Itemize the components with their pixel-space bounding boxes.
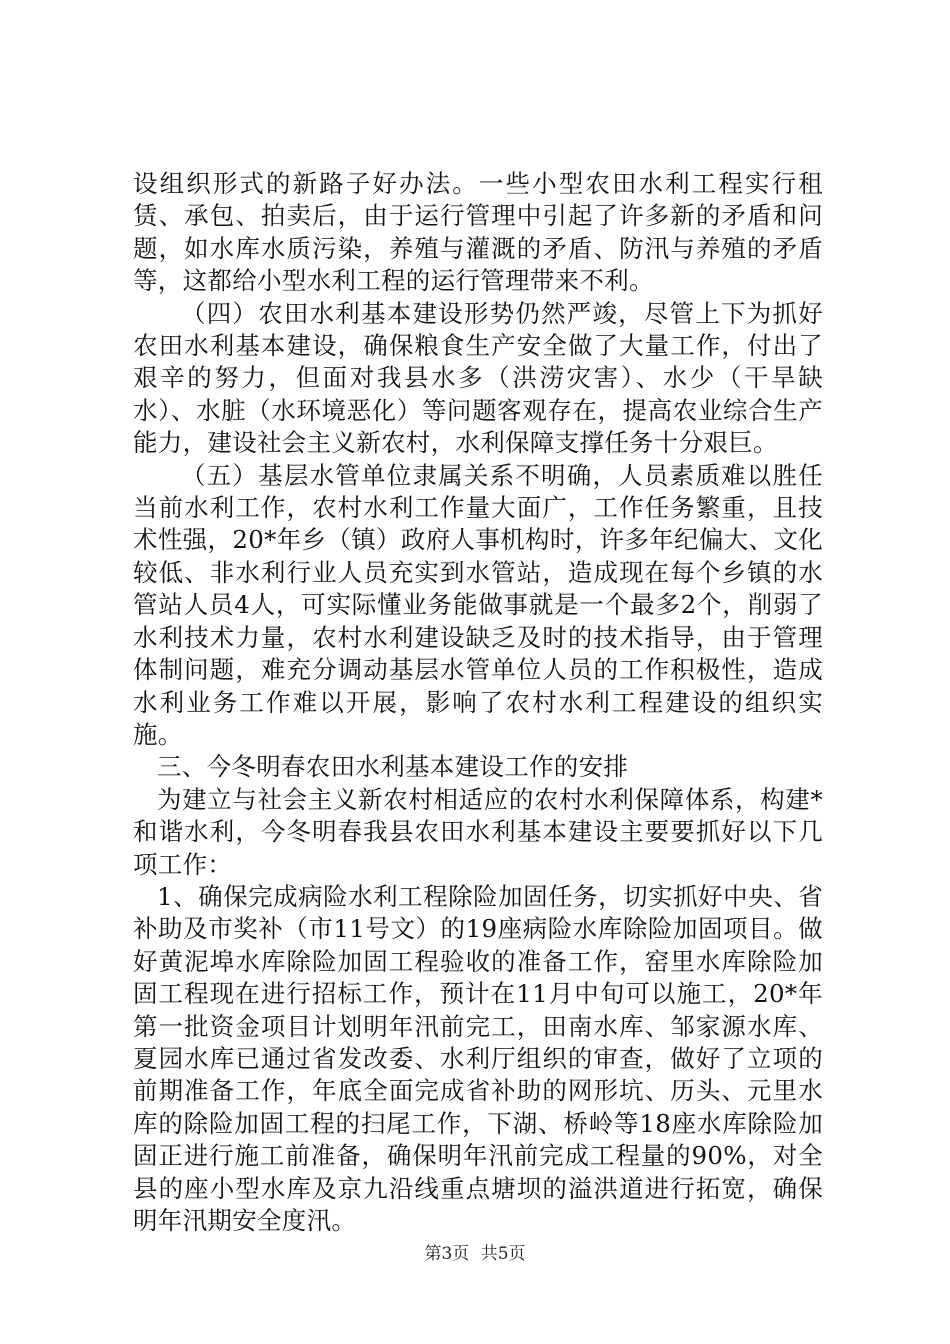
page-footer xyxy=(0,1243,950,1265)
paragraph-intro: 为建立与社会主义新农村相适应的农村水利保障体系，构建*和谐水利，今冬明春我县农田水利基本建设主要要抓好以下几项工作： xyxy=(133,784,823,879)
page-number: 第3页 xyxy=(424,1244,470,1264)
page-total: 共5页 xyxy=(480,1244,526,1264)
document-body xyxy=(133,168,823,1237)
paragraph-section-4: （四）农田水利基本建设形势仍然严竣，尽管上下为抓好农田水利基本建设，确保粮食生产安全做了大量工作，付出了艰辛的努力，但面对我县水多（洪涝灾害）、水少（干旱缺水）、水脏（水环境恶化）等问题客观存在，提高农业综合生产能力，建设社会主义新农村，水利保障支撑任务十分艰巨。 xyxy=(133,298,823,458)
paragraph-continuation: 设组织形式的新路子好办法。一些小型农田水利工程实行租赁、承包、拍卖后，由于运行管理中引起了许多新的矛盾和问题，如水库水质污染，养殖与灌溉的矛盾、防汛与养殖的矛盾等，这都给小型水利工程的运行管理带来不利。 xyxy=(133,169,823,296)
paragraph-item-1: 1、确保完成病险水利工程除险加固任务，切实抓好中央、省补助及市奖补（市11号文）的19座病险水库除险加固项目。做好黄泥埠水库除险加固工程验收的准备工作，窑里水库除险加固工程现在进行招标工作，预计在11月中旬可以施工，20*年第一批资金项目计划明年汛前完工，田南水库、邹家源水库、夏园水库已通过省发改委、水利厅组织的审查，做好了立项的前期准备工作，年底全面完成省补助的网形坑、历头、元里水库的除险加固工程的扫尾工作，下湖、桥岭等18座水库除险加固正进行施工前准备，确保明年汛前完成工程量的90%，对全县的座小型水库及京九沿线重点塘坝的溢洪道进行拓宽，确保明年汛期安全度汛。 xyxy=(133,881,823,1235)
paragraph-section-5: （五）基层水管单位隶属关系不明确，人员素质难以胜任当前水利工作，农村水利工作量大面广，工作任务繁重，且技术性强，20*年乡（镇）政府人事机构时，许多年纪偏大、文化较低、非水利行业人员充实到水管站，造成现在每个乡镇的水管站人员4人，可实际懂业务能做事就是一个最多2个，削弱了水利技术力量，农村水利建设缺乏及时的技术指导，由于管理体制问题，难充分调动基层水管单位人员的工作积极性，造成水利业务工作难以开展，影响了农村水利工程建设的组织实施。 xyxy=(133,460,823,749)
section-heading-3: 三、今冬明春农田水利基本建设工作的安排 xyxy=(157,752,629,782)
